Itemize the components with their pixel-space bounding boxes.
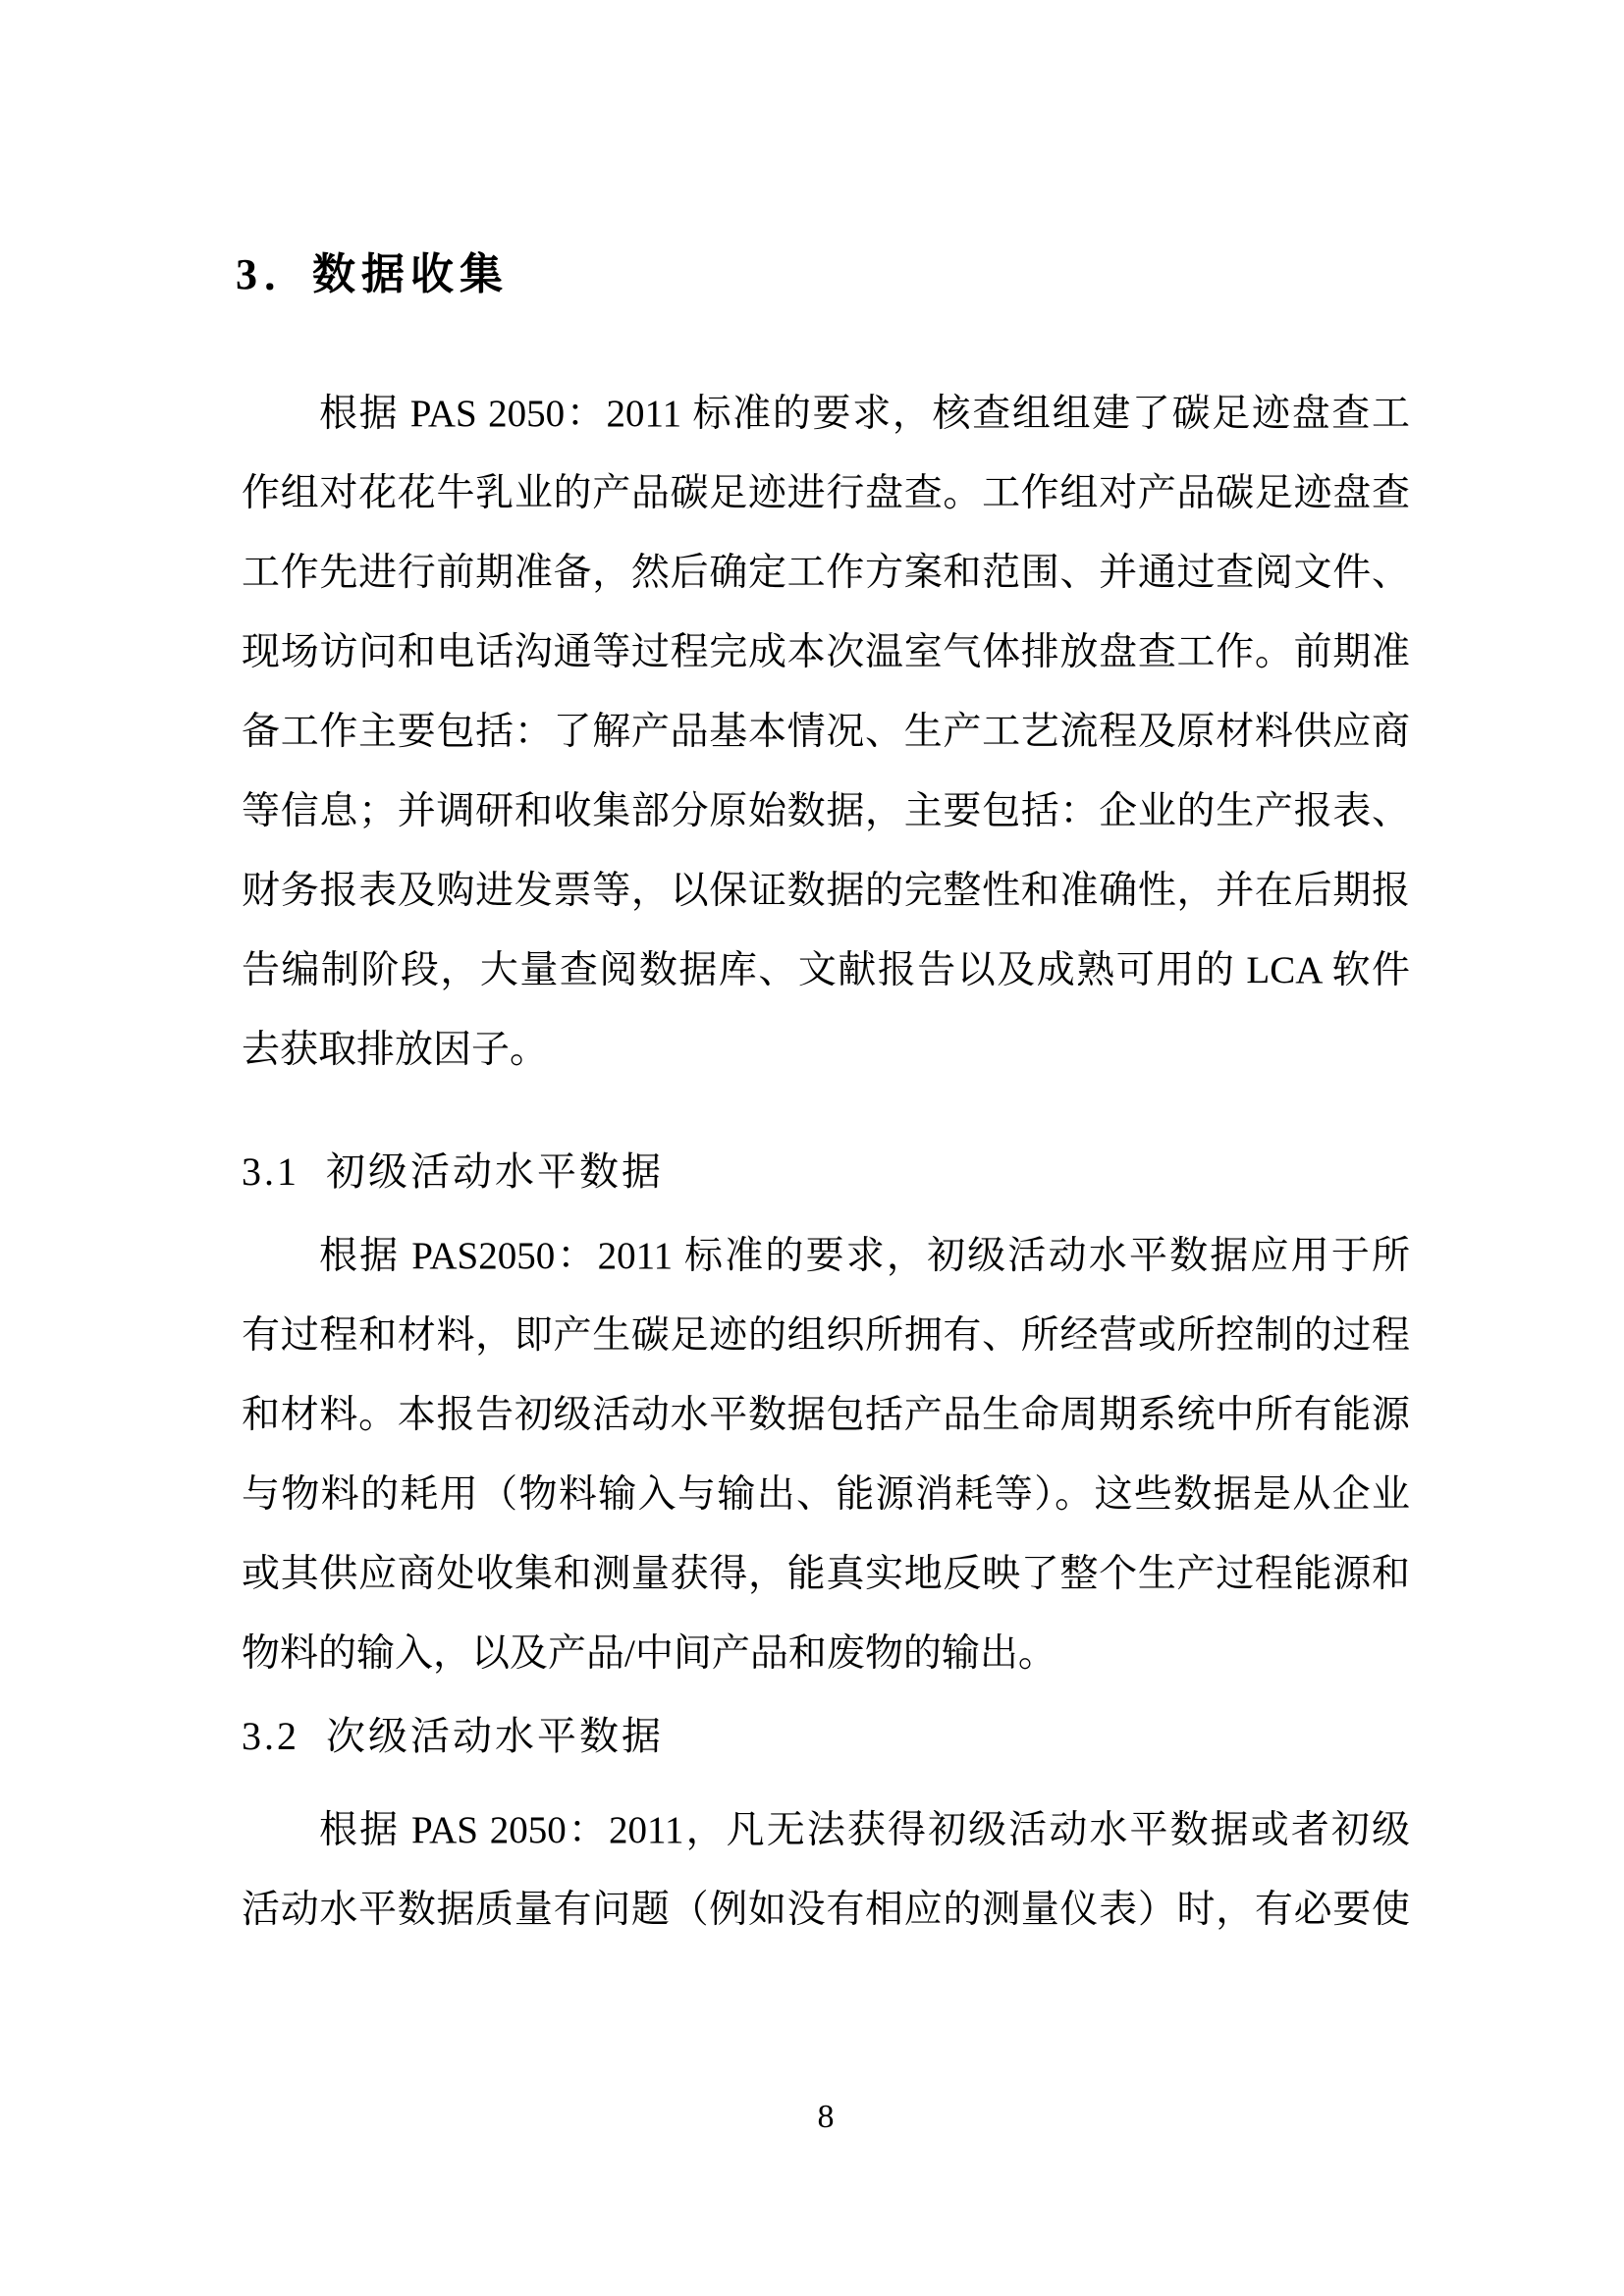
- page-number: 8: [817, 2099, 835, 2135]
- paragraph-line: 和材料。本报告初级活动水平数据包括产品生命周期系统中所有能源: [242, 1394, 1410, 1436]
- paragraph-line: 与物料的耗用（物料输入与输出、能源消耗等）。这些数据是从企业: [242, 1473, 1410, 1516]
- paragraph-line: 物料的输入，以及产品/中间产品和废物的输出。: [242, 1632, 1056, 1675]
- paragraph-line: 或其供应商处收集和测量获得，能真实地反映了整个生产过程能源和: [242, 1553, 1410, 1595]
- section-3-2-paragraph: [242, 1790, 1410, 1949]
- paragraph-line: 现场访问和电话沟通等过程完成本次温室气体排放盘查工作。前期准: [242, 631, 1410, 673]
- chapter-heading: 3．数据收集: [236, 250, 509, 298]
- paragraph-line: 去获取排放因子。: [242, 1029, 549, 1071]
- paragraph-line: 根据 PAS 2050：2011，凡无法获得初级活动水平数据或者初级: [319, 1809, 1410, 1851]
- paragraph-line: 财务报表及购进发票等，以保证数据的完整性和准确性，并在后期报: [242, 870, 1410, 912]
- paragraph-line: 有过程和材料，即产生碳足迹的组织所拥有、所经营或所控制的过程: [242, 1314, 1410, 1357]
- intro-paragraph: [242, 374, 1410, 1090]
- paragraph-line: 等信息；并调研和收集部分原始数据，主要包括：企业的生产报表、: [242, 790, 1410, 832]
- section-3-1-paragraph: [242, 1216, 1410, 1693]
- page-footer: [242, 2098, 1410, 2137]
- paragraph-line: 根据 PAS2050：2011 标准的要求，初级活动水平数据应用于所: [319, 1235, 1410, 1277]
- paragraph-line: 告编制阶段，大量查阅数据库、文献报告以及成熟可用的 LCA 软件: [242, 949, 1410, 991]
- paragraph-line: 作组对花花牛乳业的产品碳足迹进行盘查。工作组对产品碳足迹盘查: [242, 472, 1410, 514]
- paragraph-line: 备工作主要包括：了解产品基本情况、生产工艺流程及原材料供应商: [242, 711, 1410, 753]
- section-heading-3-2: 3.2 次级活动水平数据: [242, 1714, 664, 1758]
- paragraph-line: 根据 PAS 2050：2011 标准的要求，核查组组建了碳足迹盘查工: [319, 393, 1410, 435]
- section-heading-3-1: 3.1 初级活动水平数据: [242, 1149, 664, 1194]
- paragraph-line: 活动水平数据质量有问题（例如没有相应的测量仪表）时，有必要使: [242, 1889, 1410, 1931]
- paragraph-line: 工作先进行前期准备，然后确定工作方案和范围、并通过查阅文件、: [242, 552, 1410, 594]
